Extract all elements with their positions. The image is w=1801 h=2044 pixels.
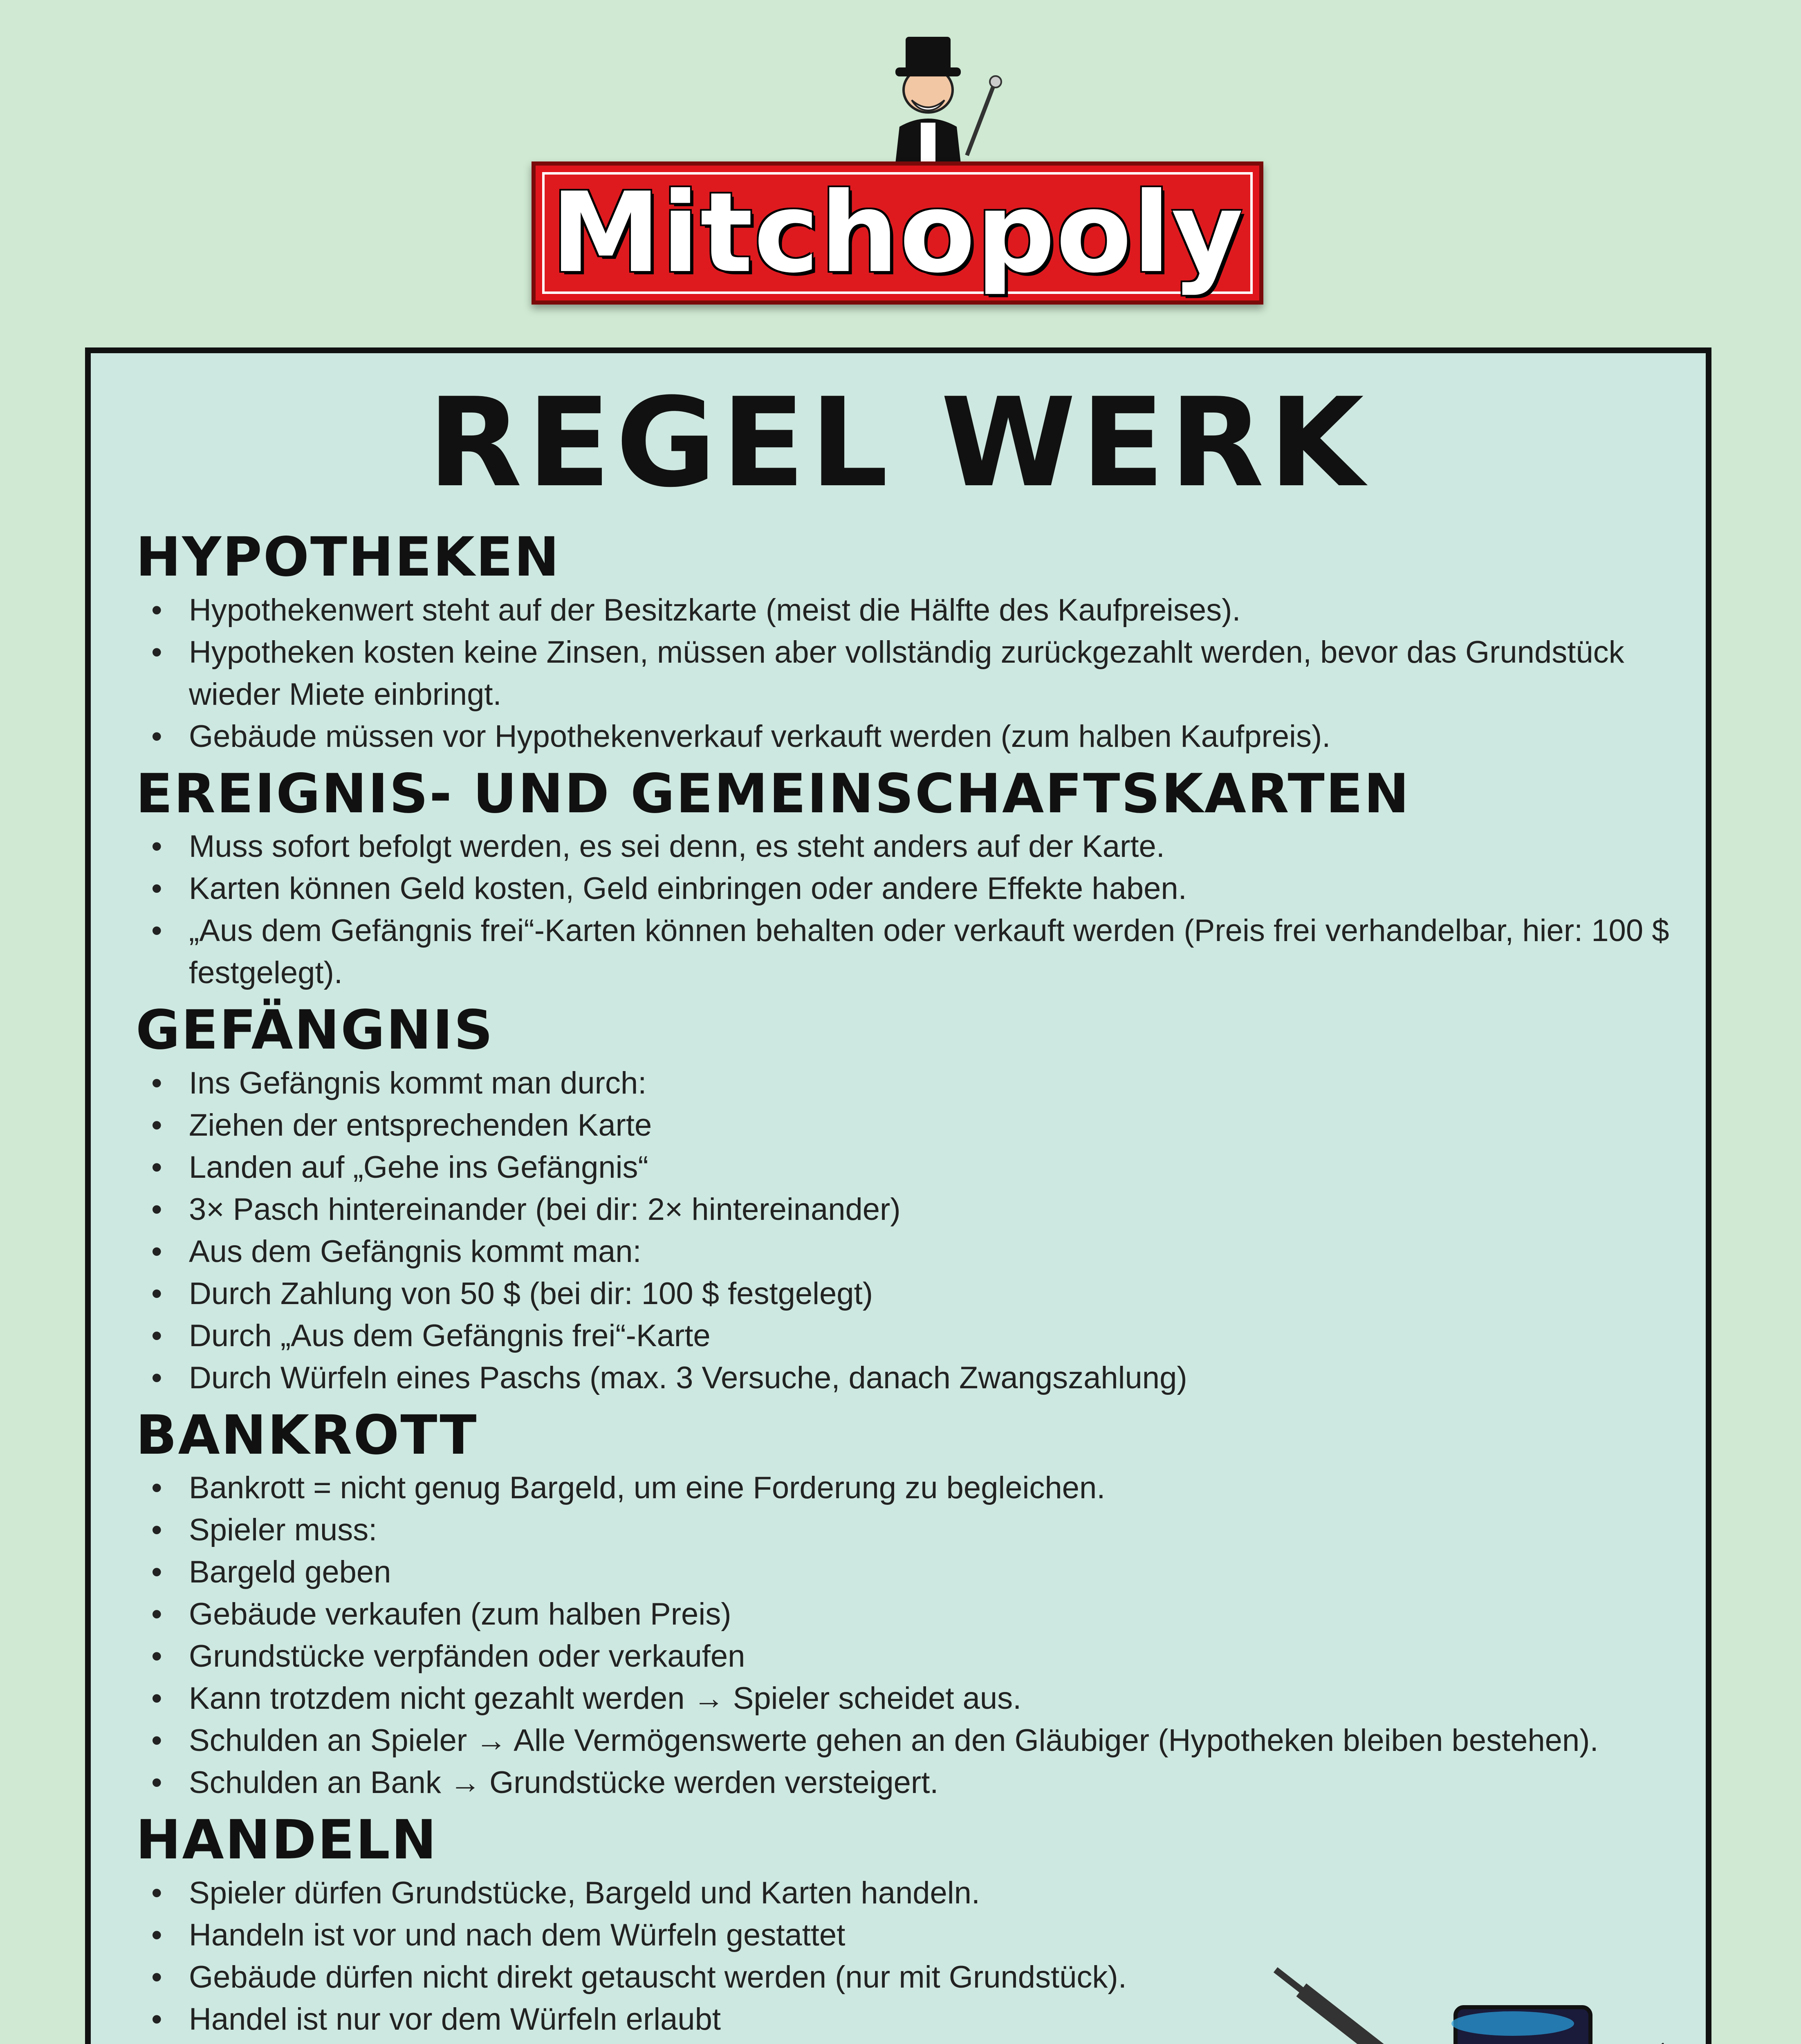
list-item: • Karten können Geld kosten, Geld einbringen oder andere Effekte haben. [136, 867, 1689, 910]
list-item: • 3× Pasch hintereinander (bei dir: 2× hintereinander) [136, 1188, 1689, 1230]
section-bankrott [136, 1403, 1689, 1804]
list-item: • Kann trotzdem nicht gezahlt werden → Spieler scheidet aus. [136, 1677, 1689, 1719]
section-title: EREIGNIS- UND GEMEINSCHAFTSKARTEN [136, 762, 1411, 825]
list-item: • „Aus dem Gefängnis frei“-Karten können behalten oder verkauft werden (Preis frei verhandelbar, hier: 100 $ festgelegt). [136, 910, 1689, 994]
list-item: • Gebäude müssen vor Hypothekenverkauf verkauft werden (zum halben Kaufpreis). [136, 715, 1689, 758]
list-item: • Gebäude dürfen nicht direkt getauscht werden (nur mit Grundstück). [136, 1956, 1689, 1998]
list-item: • Bargeld geben [136, 1551, 1689, 1593]
list-item: • Muss sofort befolgt werden, es sei denn, es steht anders auf der Karte. [136, 825, 1689, 867]
list-item: • Durch Würfeln eines Paschs (max. 3 Versuche, danach Zwangszahlung) [136, 1357, 1689, 1399]
list-item: • Durch „Aus dem Gefängnis frei“-Karte [136, 1315, 1689, 1357]
list-item: • Landen auf „Gehe ins Gefängnis“ [136, 1146, 1689, 1188]
list-item: • Bankrott = nicht genug Bargeld, um eine Forderung zu begleichen. [136, 1467, 1689, 1509]
page-title: REGEL WERK [427, 372, 1369, 514]
monopoly-man-logo-icon [850, 29, 1014, 164]
section-title: GEFÄNGNIS [136, 999, 494, 1062]
list-item: • Gebäude verkaufen (zum halben Preis) [136, 1593, 1689, 1635]
list-item: • Grundstücke verpfänden oder verkaufen [136, 1635, 1689, 1677]
rules-panel [85, 347, 1711, 2044]
list-item: • Hypotheken kosten keine Zinsen, müssen aber vollständig zurückgezahlt werden, bevor das Grundstück wieder Miete einbringt. [136, 631, 1689, 715]
list-item: • Ziehen der entsprechenden Karte [136, 1104, 1689, 1146]
list-item: • Spieler muss: [136, 1509, 1689, 1551]
section-title: HANDELN [136, 1809, 438, 1872]
section-title: BANKROTT [136, 1403, 478, 1467]
logo-text: Mitchopoly [551, 168, 1244, 297]
section-list [136, 1467, 1689, 1804]
rules-sections [136, 526, 1689, 2044]
list-item: • Hypothekenwert steht auf der Besitzkarte (meist die Hälfte des Kaufpreises). [136, 589, 1689, 631]
list-item: • Spieler dürfen Grundstücke, Bargeld und Karten handeln. [136, 1872, 1689, 1914]
section-gefaengnis [136, 999, 1689, 1399]
monopoly-man-with-rifle-icon [1227, 1876, 1717, 2044]
list-item: • Schulden an Bank → Grundstücke werden versteigert. [136, 1762, 1689, 1804]
section-list [136, 589, 1689, 758]
list-item: • Handel ist nur vor dem Würfeln erlaubt [136, 1998, 1689, 2040]
list-item: • Schulden an Spieler → Alle Vermögenswerte gehen an den Gläubiger (Hypotheken bleiben bestehen). [136, 1719, 1689, 1762]
logo-banner [532, 161, 1263, 305]
section-title: HYPOTHEKEN [136, 526, 561, 589]
section-ereignis-gemeinschaftskarten [136, 762, 1689, 994]
list-item: • Handeln ist vor und nach dem Würfeln gestattet [136, 1914, 1689, 1956]
list-item: • Durch Zahlung von 50 $ (bei dir: 100 $ festgelegt) [136, 1273, 1689, 1315]
section-list [136, 1062, 1689, 1399]
section-list [136, 825, 1689, 994]
list-item: • Ins Gefängnis kommt man durch: [136, 1062, 1689, 1104]
section-hypotheken [136, 526, 1689, 758]
list-item: • Aus dem Gefängnis kommt man: [136, 1230, 1689, 1273]
